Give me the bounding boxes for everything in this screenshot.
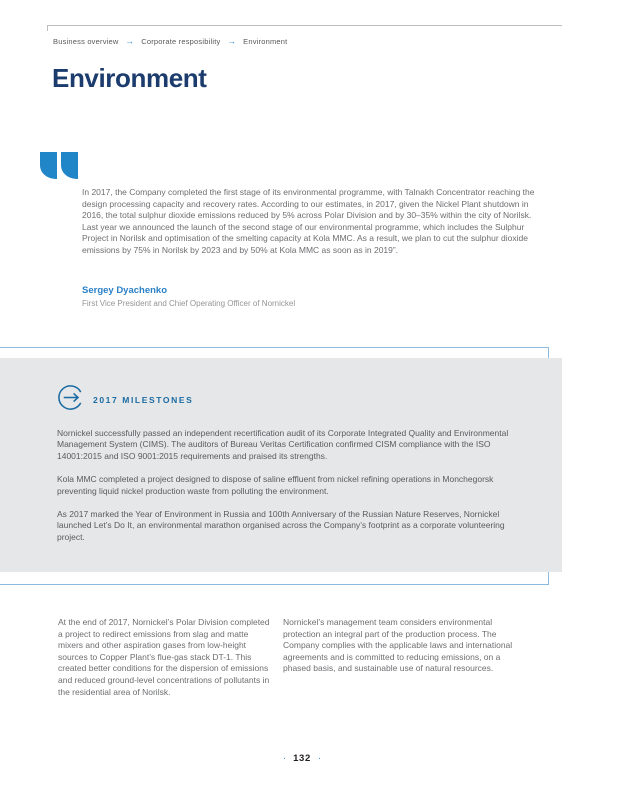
page-title: Environment	[52, 63, 207, 93]
milestones-box	[0, 358, 562, 572]
breadcrumb-arrow-icon: →	[125, 36, 135, 47]
footer-dot-icon: ·	[282, 752, 287, 764]
top-rule	[47, 25, 562, 26]
quote-author-name: Sergey Dyachenko	[82, 285, 168, 296]
quote-text: In 2017, the Company completed the first stage of its environmental programme, with Talnakh Concentrator reaching the design processing capacity and recovery rates. According to our estimates, in 2017, given the Nickel Plant shutdown in 2016, the total sulphur dioxide emissions reduced by 5% across Polar Division and by 30–35% within the city of Norilsk. Last year we announced the launch of the second stage of our environmental programme, which includes the Sulphur Project in Norilsk and optimisation of the smelting capacity at Kola MMC. As a result, we plan to cut the sulphur dioxide emissions by 75% in Norilsk by 2023 and by 50% at Kola MMC as soon as in 2019”.	[82, 187, 535, 255]
quote-author-title: First Vice President and Chief Operating Officer of Nornickel	[82, 299, 296, 308]
circle-arrow-right-icon	[57, 384, 84, 416]
footer-dot-icon: ·	[317, 752, 322, 764]
column-right-text: Nornickel’s management team considers environmental protection an integral part of the production process. The Company complies with the applicable laws and international agreements and is committed to reducing emissions, on a phased basis, and sustainable use of natural resources.	[283, 617, 513, 674]
milestone-paragraph: As 2017 marked the Year of Environment in Russia and 100th Anniversary of the Russian Nature Reserves, Nornickel launched Let’s Do It, an environmental marathon organised across the Company’s footprint as a corporate volunteering project.	[57, 509, 505, 542]
breadcrumb	[53, 37, 287, 46]
milestone-paragraph: Kola MMC completed a project designed to dispose of saline effluent from nickel refining operations in Monchegorsk preventing liquid nickel production waste from polluting the environment.	[57, 474, 494, 496]
breadcrumb-arrow-icon: →	[227, 36, 237, 47]
milestones-header	[57, 384, 562, 416]
page-footer	[262, 753, 342, 764]
breadcrumb-item-business-overview[interactable]: Business overview	[53, 37, 119, 46]
column-left-text: At the end of 2017, Nornickel’s Polar Division completed a project to redirect emissions from slag and matte mixers and other aspiration gases from low-height sources to Copper Plant’s flue-gas stack DT-1. This created better conditions for the dispersion of emissions and reduced ground-level concentrations of pollutants in the residential area of Norilsk.	[58, 617, 270, 697]
breadcrumb-item-corporate-responsibility[interactable]: Corporate resposibility	[141, 37, 221, 46]
quote-marks-icon	[40, 152, 79, 186]
milestones-label: 2017 MILESTONES	[93, 395, 194, 405]
milestone-paragraph: Nornickel successfully passed an independent recertification audit of its Corporate Integrated Quality and Environmental Management System (CIMS). The auditors of Bureau Veritas Certification confirmed CISM compliance with the ISO 14001:2015 and ISO 9001:2015 requirements and praised its strengths.	[57, 428, 509, 461]
breadcrumb-item-environment[interactable]: Environment	[243, 37, 288, 46]
page-number: 132	[293, 753, 311, 764]
bottom-columns	[58, 617, 518, 698]
